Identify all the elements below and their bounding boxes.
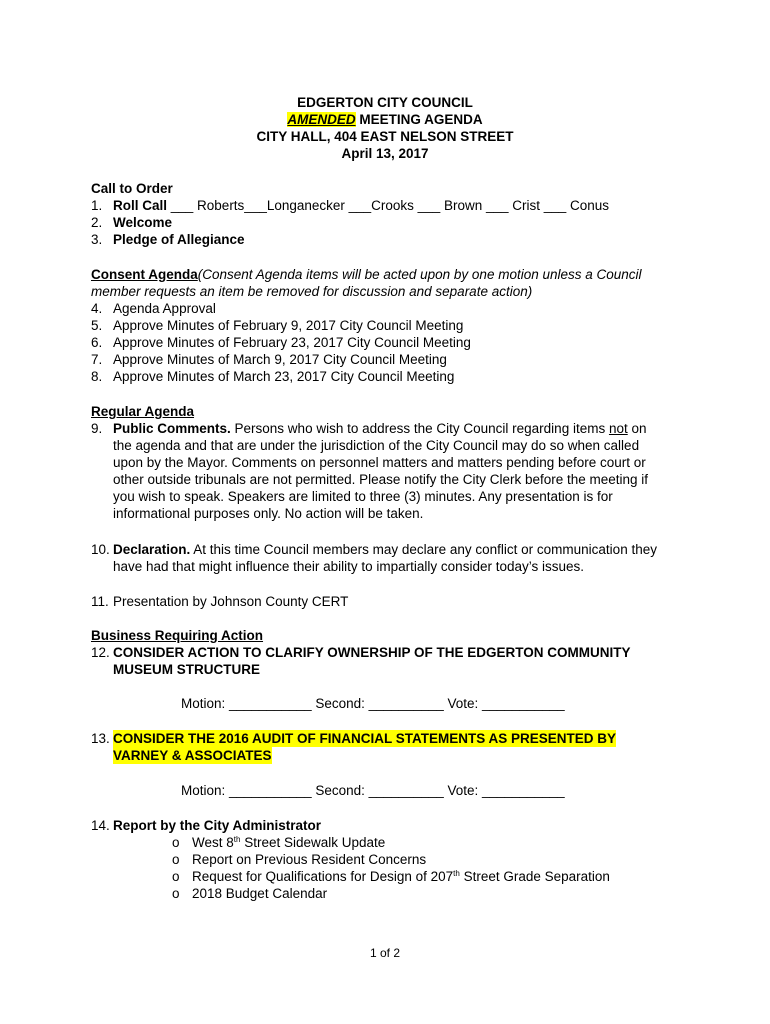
- item-14: [91, 817, 691, 834]
- list-item: 7. Approve Minutes of March 9, 2017 City Council Meeting: [91, 352, 447, 367]
- consent-agenda-section: Consent Agenda (Consent Agenda items will be acted upon by one motion unless a Council member requests an item be removed for discussion and separate action) 4. Agenda Approval 5. Approve Minutes of February 9, 2017 City Council Meeting 6. Approve Minutes of February 23, 2017 City Council Meeting 7. Approve Minutes of March 9, 2017 City Council Meeting 8. Approve Minutes of March 23, 2017 City Council Meeting: [91, 266, 691, 385]
- list-item: 6. Approve Minutes of February 23, 2017 City Council Meeting: [91, 335, 471, 350]
- bullet-icon: o: [172, 852, 180, 867]
- list-item: 9. Public Comments. Persons who wish to address the City Council regarding items not on: [91, 421, 647, 436]
- list-item: o Request for Qualifications for Design of 207th Street Grade Separation: [172, 869, 610, 884]
- list-item: o Report on Previous Resident Concerns: [172, 852, 427, 867]
- admin-report-list: [172, 834, 610, 902]
- meeting-location: CITY HALL, 404 EAST NELSON STREET: [256, 129, 514, 144]
- list-item: 11. Presentation by Johnson County CERT: [91, 594, 349, 609]
- item-10: 10. Declaration. At this time Council members may declare any conflict or communication they have had that might influence their ability to impartially consider today’s issues.: [91, 541, 691, 575]
- section-title: Consent Agenda: [91, 267, 198, 282]
- list-item: 1. Roll Call ___ Roberts___Longanecker ___Crooks ___ Brown ___ Crist ___ Conus: [91, 198, 610, 213]
- list-item: 14. Report by the City Administrator: [91, 818, 322, 833]
- agenda-header: [0, 94, 770, 162]
- item-11: [91, 593, 691, 610]
- bullet-icon: o: [172, 869, 180, 884]
- list-item: o 2018 Budget Calendar: [172, 886, 328, 901]
- list-item: 13. CONSIDER THE 2016 AUDIT OF FINANCIAL STATEMENTS AS PRESENTED BY: [91, 731, 617, 746]
- regular-agenda-section: Regular Agenda 9. Public Comments. Persons who wish to address the City Council regarding items not on the agenda and that are under the jurisdiction of the City Council may do so when called upon by the Mayor. Comments on personnel matters and matters pending before court or other outside tribunals are not permitted. Please notify the City Clerk before the meeting if you wish to speak. Speakers are limited to three (3) minutes. Any presentation is for informational purposes only. No action will be taken.: [91, 403, 691, 522]
- page-number: 1 of 2: [369, 946, 401, 960]
- section-title: Business Requiring Action: [91, 628, 264, 643]
- section-title: Call to Order: [91, 181, 173, 196]
- bullet-icon: o: [172, 886, 180, 901]
- list-item: 12. CONSIDER ACTION TO CLARIFY OWNERSHIP OF THE EDGERTON COMMUNITY: [91, 645, 631, 660]
- list-item: 5. Approve Minutes of February 9, 2017 City Council Meeting: [91, 318, 464, 333]
- list-item: 3. Pledge of Allegiance: [91, 232, 245, 247]
- motion-line: Motion: ___________ Second: __________ Vote: ___________: [181, 783, 565, 798]
- motion-line: Motion: ___________ Second: __________ Vote: ___________: [181, 696, 565, 711]
- amended-label: AMENDED: [287, 112, 356, 127]
- council-name: EDGERTON CITY COUNCIL: [297, 95, 473, 110]
- business-section: Business Requiring Action 12. CONSIDER ACTION TO CLARIFY OWNERSHIP OF THE EDGERTON COMMUNITY MUSEUM STRUCTURE: [91, 627, 691, 678]
- list-item: 8. Approve Minutes of March 23, 2017 City Council Meeting: [91, 369, 455, 384]
- section-title: Regular Agenda: [91, 404, 195, 419]
- bullet-icon: o: [172, 835, 180, 850]
- list-item: 10. Declaration. At this time Council members may declare any conflict or communication they: [91, 542, 657, 557]
- list-item: 2. Welcome: [91, 215, 173, 230]
- list-item: o West 8th Street Sidewalk Update: [172, 835, 386, 850]
- call-to-order-section: [91, 180, 691, 248]
- list-item: 4. Agenda Approval: [91, 301, 216, 316]
- agenda-title: AMENDED MEETING AGENDA: [287, 112, 483, 127]
- item-13: 13. CONSIDER THE 2016 AUDIT OF FINANCIAL STATEMENTS AS PRESENTED BY VARNEY & ASSOCIATES: [91, 730, 691, 764]
- meeting-date: April 13, 2017: [341, 146, 429, 161]
